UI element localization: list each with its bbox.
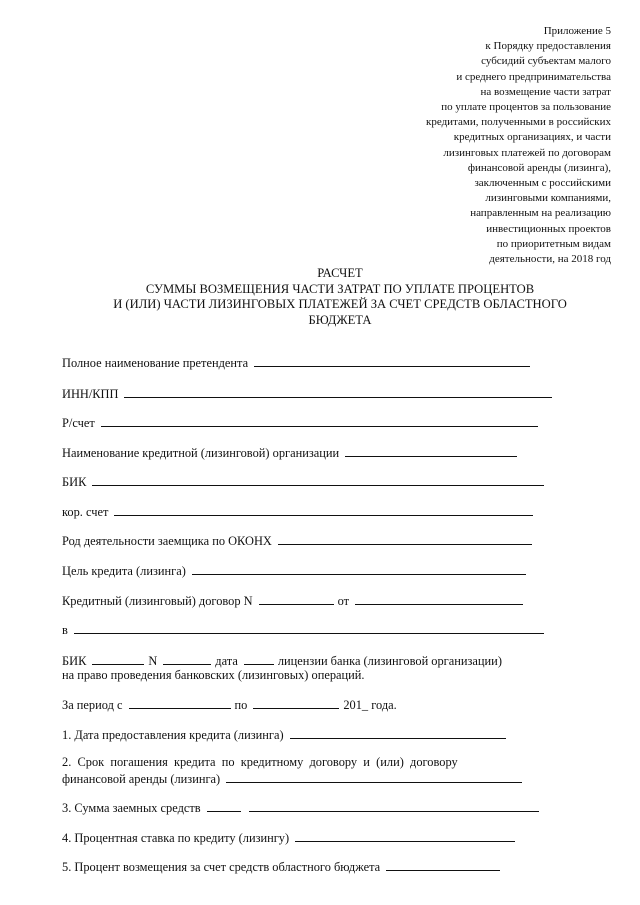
item-5-field[interactable] [386,858,500,871]
row-period [62,696,397,713]
period-from-label: За период с [62,698,123,712]
applicant-name-label: Полное наименование претендента [62,356,249,370]
appendix-line: по уплате процентов за пользование [441,101,611,114]
license-number-field[interactable] [163,652,211,665]
item-3-short-field[interactable] [207,799,241,812]
title-line: И (ИЛИ) ЧАСТИ ЛИЗИНГОВЫХ ПЛАТЕЖЕЙ ЗА СЧЕТ СРЕДСТВ ОБЛАСТНОГО [113,297,567,311]
appendix-header [400,24,611,267]
purpose-field[interactable] [192,562,526,575]
applicant-name-field[interactable] [254,354,530,367]
period-year-label: 201_ года. [343,698,397,712]
row-bik [62,473,548,490]
inn-kpp-field[interactable] [124,385,552,398]
license-n-label: N [148,654,158,668]
row-credit-org [62,444,521,461]
appendix-line: на возмещение части затрат [480,85,611,98]
item-2-label-line2: финансовой аренды (лизинга) [62,772,221,786]
row-item-1 [62,726,510,743]
item-2-label-line1: 2. Срок погашения кредита по кредитному договору и (или) договору [62,755,458,769]
appendix-line: кредитных организациях, и части [453,131,611,144]
contract-from-label: от [337,594,350,608]
contract-number-field[interactable] [259,592,334,605]
row-inn-kpp [62,385,556,402]
appendix-line: заключенным с российскими [474,177,611,190]
period-from-field[interactable] [129,696,231,709]
contract-label: Кредитный (лизинговый) договор N [62,594,253,608]
account-field[interactable] [101,414,538,427]
row-item-2 [62,754,458,770]
row-applicant-name [62,354,534,371]
account-label: Р/счет [62,416,95,430]
title-line: РАСЧЕТ [317,266,363,280]
item-5-label: 5. Процент возмещения за счет средств областного бюджета [62,860,381,874]
appendix-line: лизинговых платежей по договорам [443,146,611,159]
row-contract [62,592,527,609]
row-in [62,621,548,638]
inn-kpp-label: ИНН/КПП [62,387,119,401]
appendix-line: финансовой аренды (лизинга), [467,161,611,174]
appendix-line: инвестиционных проектов [486,222,611,235]
appendix-line: по приоритетным видам [496,237,611,250]
title-line: СУММЫ ВОЗМЕЩЕНИЯ ЧАСТИ ЗАТРАТ ПО УПЛАТЕ ПРОЦЕНТОВ [145,281,535,296]
item-3-label: 3. Сумма заемных средств [62,801,201,815]
row-item-5 [62,858,504,875]
item-2-field[interactable] [226,770,522,783]
license-bik-label: БИК [62,654,87,668]
item-1-field[interactable] [290,726,506,739]
license-bik-field[interactable] [92,652,144,665]
license-date-label: дата [215,654,238,668]
appendix-line: кредитами, полученными в российских [425,116,611,129]
appendix-line: субсидий субъектам малого [481,55,611,68]
purpose-label: Цель кредита (лизинга) [62,564,186,578]
row-item-4 [62,829,519,846]
license-text: лицензии банка (лизинговой организации) [277,654,502,668]
row-purpose [62,562,530,579]
appendix-line: лизинговыми компаниями, [485,192,611,205]
in-field[interactable] [74,621,544,634]
row-corr-account [62,503,537,520]
bik-field[interactable] [92,473,544,486]
item-1-label: 1. Дата предоставления кредита (лизинга) [62,728,284,742]
credit-org-label: Наименование кредитной (лизинговой) организации [62,446,340,460]
row-okonh [62,532,536,549]
credit-org-field[interactable] [345,444,517,457]
row-item-2-cont [62,770,526,787]
title-line: БЮДЖЕТА [308,312,372,327]
appendix-line: к Порядку предоставления [485,40,611,53]
period-to-field[interactable] [253,696,339,709]
appendix-line: Приложение 5 [543,25,611,37]
appendix-line: деятельности, на 2018 год [489,253,611,266]
corr-account-label: кор. счет [62,505,109,519]
period-to-label: по [234,698,248,712]
bik-label: БИК [62,475,87,489]
license-date-field[interactable] [244,652,274,665]
document-title [40,266,640,328]
row-item-3 [62,799,543,816]
appendix-line: и среднего предпринимательства [456,70,611,83]
appendix-line: направленным на реализацию [470,207,611,220]
row-account [62,414,542,431]
item-4-label: 4. Процентная ставка по кредиту (лизингу) [62,831,290,845]
contract-date-field[interactable] [355,592,523,605]
item-4-field[interactable] [295,829,515,842]
okonh-field[interactable] [278,532,532,545]
corr-account-field[interactable] [114,503,533,516]
in-label: в [62,623,68,637]
license-right-text: на право проведения банковских (лизинговых) операций. [62,668,365,682]
item-3-field[interactable] [249,799,539,812]
okonh-label: Род деятельности заемщика по ОКОНХ [62,534,272,548]
